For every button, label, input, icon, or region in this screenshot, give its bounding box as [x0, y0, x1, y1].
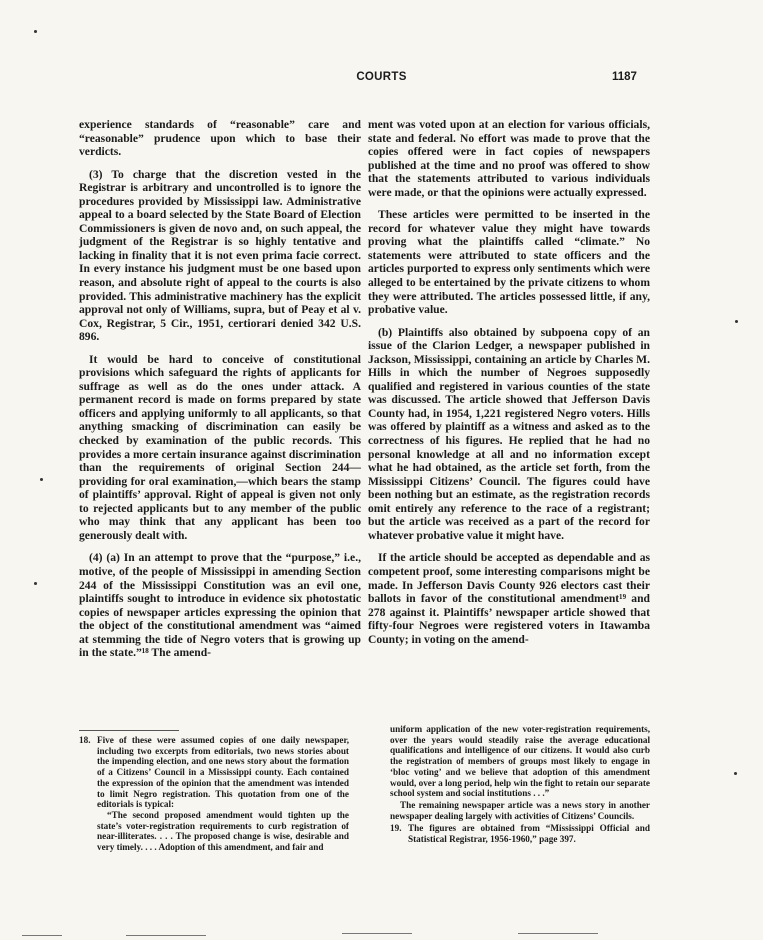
page-number: 1187 [612, 71, 637, 83]
scan-mark [40, 478, 43, 481]
footnote-quote: “The second proposed amendment would tighten up the state’s voter-registration requirements to curb registration of near-illiterates. . . . The proposed change is wise, desirable and very timely. . . . Adoption of this amendment, and fair and [97, 809, 349, 853]
footnote-number: 18. [79, 735, 91, 745]
paragraph: (4) (a) In an attempt to prove that the “purpose,” i.e., motive, of the people of Mississippi in amending Section 244 of the Mississippi Constitution was an evil one, plaintiffs sought to introduce in evidence six photostatic copies of newspaper articles expressing the opinion that the object of the constitutional amendment was “aimed at stemming the tide of Negro voters that is growing up in the state.”¹⁸ The amend- [79, 551, 361, 660]
scan-mark [734, 772, 737, 775]
paragraph: These articles were permitted to be inserted in the record for whatever value they might have towards proving what the plaintiffs called “climate.” No statements were attributed to state officers and the articles purported to express only sentiments which were alleged to be entertained by the private citizens to whom they were attributed. The articles possessed little, if any, probative value. [368, 208, 650, 317]
footnote-19 [390, 823, 650, 844]
scan-rule [126, 935, 206, 936]
scan-mark [34, 30, 37, 33]
paragraph: (b) Plaintiffs also obtained by subpoena copy of an issue of the Clarion Ledger, a newspaper published in Jackson, Mississippi, containing an article by Charles M. Hills in which the number of Negroes supposedly qualified and registered in various counties of the state was discussed. The article showed that Jefferson Davis County had, in 1954, 1,221 registered Negro voters. Hills was offered by plaintiff as a witness and asked as to the correctness of his figures. He replied that he had no personal knowledge at all and no information except what he had obtained, as the article set forth, from the Mississippi Citizens’ Council. The figures could have been nothing but an estimate, as the registration records omit entirely any reference to the race of a registrant; but the article was received as a part of the record for whatever probative value it might have. [368, 325, 650, 542]
footnote-18 [79, 735, 349, 810]
paragraph: (3) To charge that the discretion vested in the Registrar is arbitrary and uncontrolled is to ignore the procedures provided by Mississippi law. Administrative appeal to a board selected by the State Board of Election Commissioners is given de novo and, on such appeal, the judgment of the Registrar is so highly tentative and lacking in finality that it is not even prima facie correct. In every instance his judgment must be one based upon reason, and absolute right of appeal to the courts is also provided. This administrative machinery has the explicit approval not only of Williams, supra, but of Peay et al v. Cox, Registrar, 5 Cir., 1951, certiorari denied 342 U.S. 896. [79, 167, 361, 344]
footnote-continuation: uniform application of the new voter-registration requirements, over the years would steadily raise the average educational qualifications and intelligence of our citizens. It would also curb the registration of members of groups most likely to engage in ‘bloc voting’ and we believe that adoption of this amendment would, over a long period, help win the fight to retain our separate school system and social institutions . . .” [390, 724, 650, 799]
scan-rule [518, 933, 598, 934]
left-column [79, 118, 361, 669]
scan-mark [34, 582, 37, 585]
footnote-text: Five of these were assumed copies of one daily newspaper, including two excerpts from editorials, two news stories about the impending election, and one news story about the formation of a Citizens’ Council in a Mississippi county. Each contained the expression of the opinion that the amendment was intended to limit Negro registration. This quotation from one of the editorials is typical: [97, 735, 349, 810]
scan-mark [735, 320, 738, 323]
paragraph: ment was voted upon at an election for various officials, state and federal. No effort was made to prove that the copies offered were in fact copies of newspapers published at the time and no proof was offered to show that the statements attributed to various individuals were made, or that the opinions were actually expressed. [368, 118, 650, 199]
footnote-number: 19. [390, 823, 402, 834]
footnote-remaining: The remaining newspaper article was a news story in another newspaper dealing largely with activities of Citizens’ Councils. [390, 799, 650, 821]
footnote-text: The figures are obtained from “Mississippi Official and Statistical Registrar, 1956-1960,” page 397. [408, 823, 650, 845]
right-column [368, 118, 650, 655]
paragraph: experience standards of “reasonable” care and “reasonable” prudence upon which to base their verdicts. [79, 118, 361, 159]
footnotes-left [79, 735, 349, 853]
scan-rule [342, 933, 412, 934]
footnotes-right [390, 724, 650, 845]
running-head-title: COURTS [356, 71, 407, 83]
paragraph: If the article should be accepted as dependable and as competent proof, some interesting comparisons might be made. In Jefferson Davis County 926 electors cast their ballots in favor of the constitutional amendment¹⁹ and 278 against it. Plaintiffs’ newspaper article showed that fifty-four Negroes were registered voters in Itawamba County; in voting on the amend- [368, 551, 650, 646]
footnote-divider [79, 730, 179, 731]
scan-rule [22, 935, 62, 936]
paragraph: It would be hard to conceive of constitutional provisions which safeguard the rights of applicants for suffrage as well as do the ones under attack. A permanent record is made on forms prepared by state officers and applying uniformly to all applicants, so that anything smacking of discrimination can easily be checked by examination of the public records. This provides a more certain insurance against discrimination than the requirements of original Section 244—providing for oral examination,—which bears the stamp of plaintiffs’ approval. Right of appeal is given not only to rejected applicants but to any member of the public who may think that any applicant has been too generously dealt with. [79, 352, 361, 542]
